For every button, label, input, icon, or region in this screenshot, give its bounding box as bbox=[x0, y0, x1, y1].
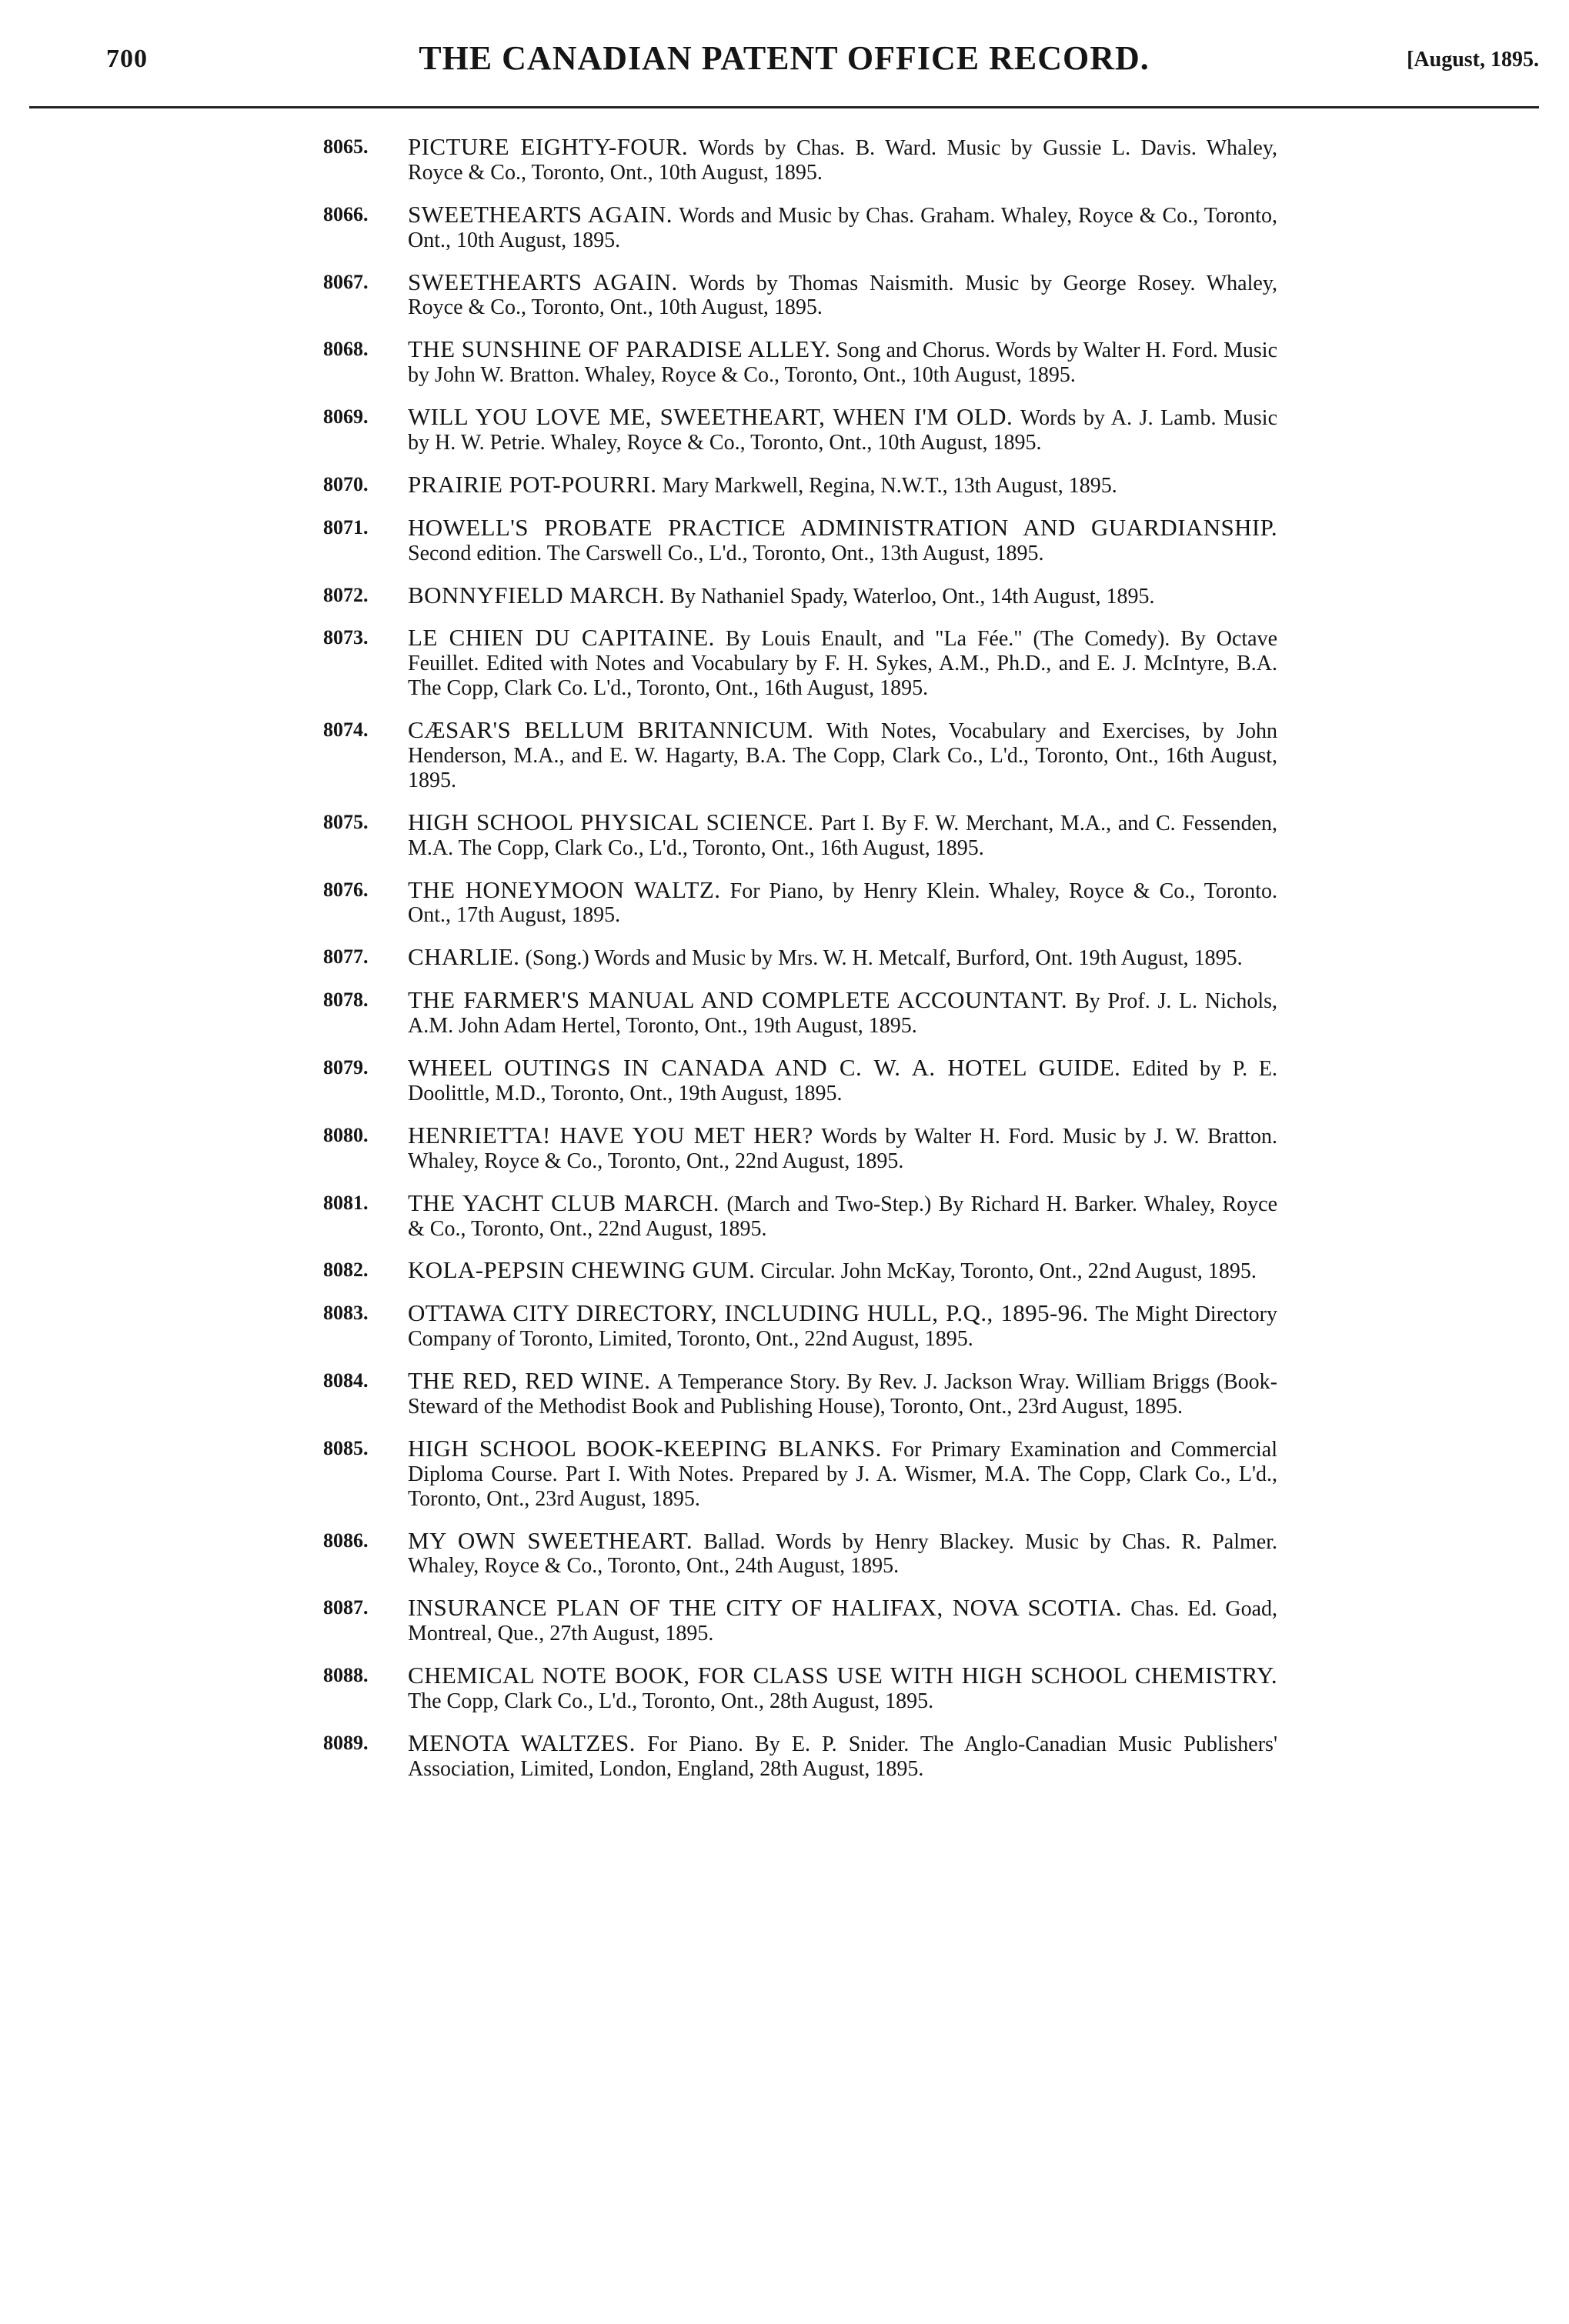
entry-number: 8086. bbox=[323, 1529, 369, 1552]
entry-details: Words and Music by Chas. Graham. Whaley, Royce & Co., Toronto, Ont., 10th August, 1895. bbox=[408, 203, 1278, 252]
list-item bbox=[323, 809, 1277, 861]
list-item bbox=[323, 1595, 1277, 1646]
entry-number: 8082. bbox=[323, 1259, 369, 1282]
entry-title: THE YACHT CLUB MARCH. bbox=[408, 1189, 719, 1216]
entry-details: Circular. John McKay, Toronto, Ont., 22nd August, 1895. bbox=[760, 1259, 1257, 1284]
entry-details: Edited by P. E. Doolittle, M.D., Toronto, Ont., 19th August, 1895. bbox=[408, 1057, 1277, 1105]
entry-number: 8068. bbox=[323, 338, 369, 361]
entry-title: SWEETHEARTS AGAIN. bbox=[408, 200, 673, 228]
entry-number: 8085. bbox=[323, 1436, 369, 1459]
entry-title: CÆSAR'S BELLUM BRITANNICUM. bbox=[408, 716, 814, 744]
list-item bbox=[323, 1662, 1277, 1714]
entry-number: 8071. bbox=[323, 515, 369, 538]
entry-details: A Temperance Story. By Rev. J. Jackson Wray. William Briggs (Book-Steward of the Methodist Book and Publishing House), Toronto, Ont., 23rd August, 1895. bbox=[408, 1370, 1277, 1419]
list-item bbox=[323, 877, 1277, 929]
list-item bbox=[323, 1368, 1277, 1419]
entry-details: (March and Two-Step.) By Richard H. Barker. Whaley, Royce & Co., Toronto, Ont., 22nd August, 1895. bbox=[408, 1192, 1278, 1241]
entry-details: Chas. Ed. Goad, Montreal, Que., 27th August, 1895. bbox=[408, 1597, 1277, 1646]
list-item bbox=[323, 717, 1277, 793]
entry-number: 8070. bbox=[323, 472, 369, 495]
entry-title: THE FARMER'S MANUAL AND COMPLETE ACCOUNTANT. bbox=[408, 986, 1068, 1014]
entry-details: With Notes, Vocabulary and Exercises, by John Henderson, M.A., and E. W. Hagarty, B.A. The Copp, Clark Co., L'd., Toronto, Ont., 16th August, 1895. bbox=[408, 719, 1277, 792]
list-item bbox=[323, 1190, 1277, 1242]
entry-title: PRAIRIE POT-POURRI. bbox=[408, 470, 657, 498]
entry-title: THE SUNSHINE OF PARADISE ALLEY. bbox=[408, 335, 831, 363]
entry-details: For Piano. By E. P. Snider. The Anglo-Canadian Music Publishers' Association, Limited, London, England, 28th August, 1895. bbox=[408, 1732, 1277, 1781]
entry-title: THE RED, RED WINE. bbox=[408, 1367, 651, 1395]
list-item bbox=[323, 1055, 1277, 1106]
entry-details: For Piano, by Henry Klein. Whaley, Royce & Co., Toronto. Ont., 17th August, 1895. bbox=[408, 879, 1278, 928]
entry-number: 8069. bbox=[323, 405, 369, 428]
entry-details: By Prof. J. L. Nichols, A.M. John Adam Hertel, Toronto, Ont., 19th August, 1895. bbox=[408, 989, 1278, 1039]
entry-details: Words by Thomas Naismith. Music by George Rosey. Whaley, Royce & Co., Toronto, Ont., 10th August, 1895. bbox=[408, 271, 1278, 320]
list-item bbox=[323, 404, 1277, 455]
list-item bbox=[323, 472, 1277, 498]
entry-details: For Primary Examination and Commercial Diploma Course. Part I. With Notes. Prepared by J. A. Wismer, M.A. The Copp, Clark Co., L'd., Toronto, Ont., 23rd August, 1895. bbox=[408, 1437, 1277, 1511]
entry-details: Words by Chas. B. Ward. Music by Gussie L. Davis. Whaley, Royce & Co., Toronto, Ont., 10th August, 1895. bbox=[408, 136, 1277, 185]
entry-title: BONNYFIELD MARCH. bbox=[408, 581, 666, 609]
entry-number: 8067. bbox=[323, 270, 369, 293]
entry-details: Ballad. Words by Henry Blackey. Music by Chas. R. Palmer. Whaley, Royce & Co., Toronto, Ont., 24th August, 1895. bbox=[408, 1529, 1277, 1579]
page-header bbox=[29, 32, 1539, 78]
list-item bbox=[323, 582, 1277, 609]
entry-number: 8076. bbox=[323, 878, 369, 901]
list-item bbox=[323, 944, 1277, 971]
entry-details: Song and Chorus. Words by Walter H. Ford. Music by John W. Bratton. Whaley, Royce & Co., Toronto, Ont., 10th August, 1895. bbox=[408, 338, 1278, 388]
list-item bbox=[323, 1730, 1277, 1782]
list-item bbox=[323, 269, 1277, 321]
entry-title: PICTURE EIGHTY-FOUR. bbox=[408, 133, 689, 160]
list-item bbox=[323, 202, 1277, 253]
entry-list bbox=[323, 134, 1277, 1798]
entry-title: THE HONEYMOON WALTZ. bbox=[408, 875, 721, 903]
entry-details: (Song.) Words and Music by Mrs. W. H. Metcalf, Burford, Ont. 19th August, 1895. bbox=[525, 946, 1243, 971]
entry-number: 8065. bbox=[323, 135, 369, 158]
journal-title: THE CANADIAN PATENT OFFICE RECORD. bbox=[419, 39, 1150, 77]
entry-number: 8074. bbox=[323, 719, 369, 742]
entry-title: WILL YOU LOVE ME, SWEETHEART, WHEN I'M OLD. bbox=[408, 403, 1013, 431]
entry-title: LE CHIEN DU CAPITAINE. bbox=[408, 624, 715, 652]
entry-details: Words by A. J. Lamb. Music by H. W. Petrie. Whaley, Royce & Co., Toronto, Ont., 10th August, 1895. bbox=[408, 406, 1278, 455]
entry-title: MENOTA WALTZES. bbox=[408, 1729, 636, 1756]
header-rule bbox=[29, 106, 1539, 108]
list-item bbox=[323, 1300, 1277, 1352]
entry-details: Mary Markwell, Regina, N.W.T., 13th August, 1895. bbox=[662, 473, 1117, 498]
entry-details: The Might Directory Company of Toronto, Limited, Toronto, Ont., 22nd August, 1895. bbox=[408, 1302, 1277, 1352]
entry-title: HENRIETTA! HAVE YOU MET HER? bbox=[408, 1121, 813, 1149]
entry-details: Part I. By F. W. Merchant, M.A., and C. Fessenden, M.A. The Copp, Clark Co., L'd., Toronto, Ont., 16th August, 1895. bbox=[408, 811, 1278, 860]
entry-title: OTTAWA CITY DIRECTORY, INCLUDING HULL, P.Q., 1895-96. bbox=[408, 1299, 1089, 1327]
entry-number: 8080. bbox=[323, 1123, 369, 1146]
page-number: 700 bbox=[106, 45, 148, 73]
entry-number: 8087. bbox=[323, 1596, 369, 1619]
entry-number: 8073. bbox=[323, 626, 369, 649]
entry-number: 8089. bbox=[323, 1731, 369, 1754]
entry-title: CHEMICAL NOTE BOOK, FOR CLASS USE WITH HIGH SCHOOL CHEMISTRY. bbox=[408, 1662, 1277, 1689]
entry-details: The Copp, Clark Co., L'd., Toronto, Ont., 28th August, 1895. bbox=[408, 1689, 934, 1713]
entry-title: WHEEL OUTINGS IN CANADA AND C. W. A. HOTEL GUIDE. bbox=[408, 1054, 1121, 1082]
entry-title: MY OWN SWEETHEART. bbox=[408, 1526, 693, 1554]
entry-number: 8078. bbox=[323, 989, 369, 1012]
list-item bbox=[323, 1122, 1277, 1174]
list-item bbox=[323, 987, 1277, 1039]
entry-title: HIGH SCHOOL PHYSICAL SCIENCE. bbox=[408, 808, 814, 835]
entry-number: 8088. bbox=[323, 1664, 369, 1687]
list-item bbox=[323, 1528, 1277, 1579]
entry-number: 8083. bbox=[323, 1302, 369, 1325]
entry-title: CHARLIE. bbox=[408, 943, 520, 971]
entry-title: INSURANCE PLAN OF THE CITY OF HALIFAX, NOVA SCOTIA. bbox=[408, 1594, 1122, 1622]
entry-details: Second edition. The Carswell Co., L'd., Toronto, Ont., 13th August, 1895. bbox=[408, 541, 1044, 565]
entry-title: HIGH SCHOOL BOOK-KEEPING BLANKS. bbox=[408, 1434, 882, 1462]
list-item bbox=[323, 1435, 1277, 1512]
entry-number: 8079. bbox=[323, 1056, 369, 1079]
entry-number: 8081. bbox=[323, 1191, 369, 1214]
list-item bbox=[323, 336, 1277, 388]
list-item bbox=[323, 1257, 1277, 1284]
list-item bbox=[323, 134, 1277, 185]
entry-number: 8066. bbox=[323, 202, 369, 225]
entry-number: 8075. bbox=[323, 810, 369, 833]
issue-date: [August, 1895. bbox=[1407, 48, 1539, 72]
entry-title: SWEETHEARTS AGAIN. bbox=[408, 268, 678, 295]
entry-details: Words by Walter H. Ford. Music by J. W. Bratton. Whaley, Royce & Co., Toronto, Ont., 22nd August, 1895. bbox=[408, 1124, 1277, 1173]
entry-title: HOWELL'S PROBATE PRACTICE ADMINISTRATION AND GUARDIANSHIP. bbox=[408, 513, 1277, 541]
list-item bbox=[323, 515, 1277, 566]
entry-number: 8084. bbox=[323, 1369, 369, 1392]
entry-number: 8072. bbox=[323, 583, 369, 606]
entry-details: By Nathaniel Spady, Waterloo, Ont., 14th August, 1895. bbox=[670, 584, 1155, 609]
list-item bbox=[323, 625, 1277, 701]
entry-title: KOLA-PEPSIN CHEWING GUM. bbox=[408, 1256, 756, 1284]
entry-number: 8077. bbox=[323, 945, 369, 969]
entry-details: By Louis Enault, and "La Fée." (The Comedy). By Octave Feuillet. Edited with Notes and Vocabulary by F. H. Sykes, A.M., Ph.D., and E. J. McIntyre, B.A. The Copp, Clark Co. L'd., Toronto, Ont., 16th August, 1895. bbox=[408, 627, 1278, 701]
